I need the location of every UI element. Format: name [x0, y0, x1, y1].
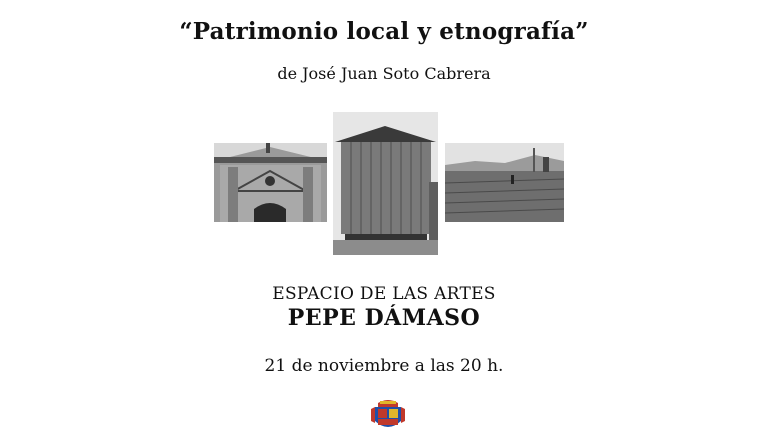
venue-name-line1: ESPACIO DE LAS ARTES	[272, 284, 496, 304]
municipal-coat-of-arms-icon	[370, 397, 406, 432]
event-date: 21 de noviembre a las 20 h.	[264, 356, 504, 376]
farm-field-photo	[445, 143, 564, 222]
wooden-shed-photo	[333, 112, 438, 255]
poster-title: “Patrimonio local y etnografía”	[179, 18, 589, 45]
church-facade-photo	[214, 143, 327, 222]
venue-name-line2: PEPE DÁMASO	[287, 305, 481, 331]
poster-author: de José Juan Soto Cabrera	[277, 64, 491, 83]
